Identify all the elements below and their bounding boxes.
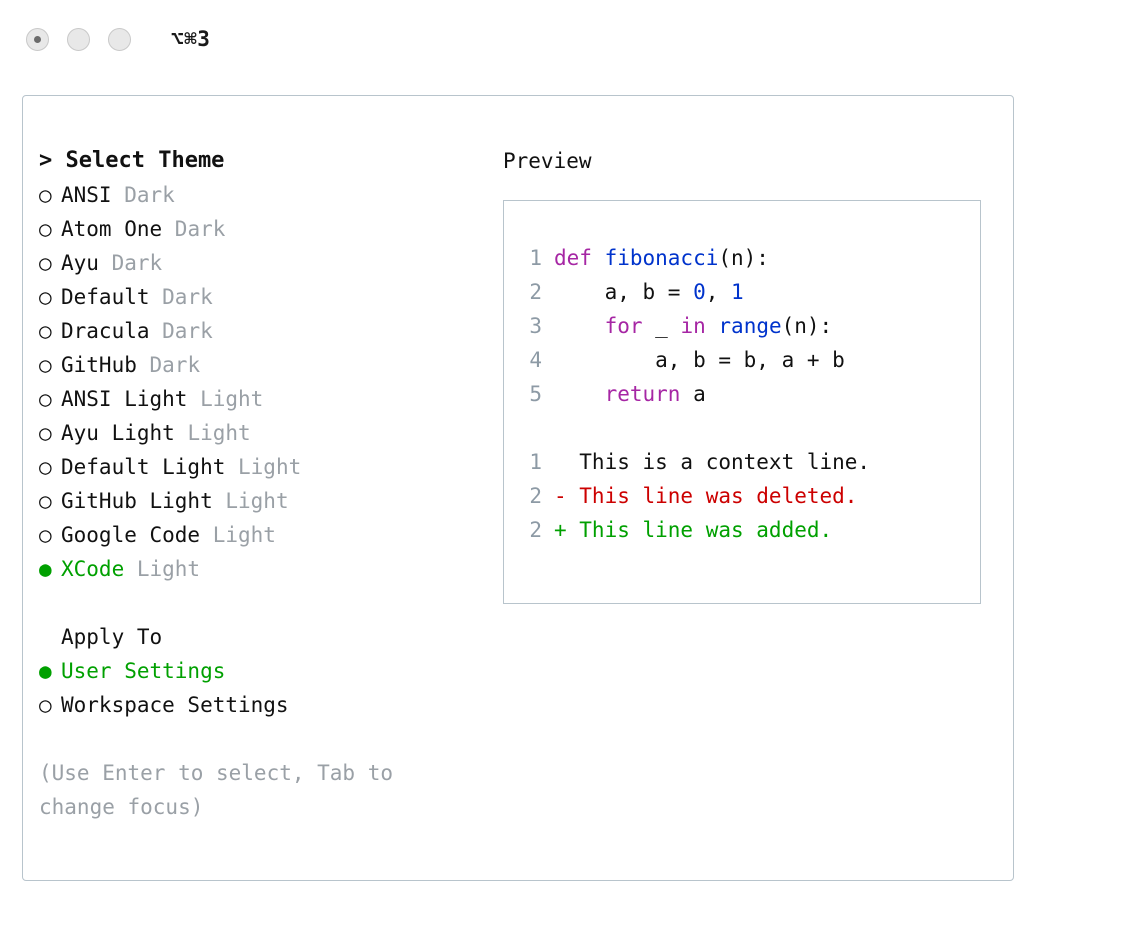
- apply-to-option-label: User Settings: [61, 659, 226, 683]
- theme-option-variant: Light: [187, 421, 251, 445]
- preview-box: [503, 200, 981, 604]
- code-token: a: [680, 382, 706, 406]
- apply-to-option-workspace-settings[interactable]: [39, 688, 485, 722]
- theme-option-label: Ayu: [61, 251, 112, 275]
- apply-to-title: Apply To: [61, 625, 163, 649]
- theme-option-github-light[interactable]: [39, 484, 485, 518]
- theme-option-default-light[interactable]: [39, 450, 485, 484]
- preview-code: [522, 241, 980, 411]
- theme-option-variant: Dark: [111, 251, 163, 275]
- theme-option-variant: Light: [136, 557, 201, 581]
- diff-text: - This line was deleted.: [554, 484, 858, 508]
- theme-option-google-code[interactable]: [39, 518, 485, 552]
- theme-option-default[interactable]: [39, 280, 485, 314]
- radio-unselected-icon: ○: [39, 319, 52, 343]
- traffic-light-minimize[interactable]: [67, 28, 90, 51]
- theme-option-label: ANSI Light: [61, 387, 201, 411]
- preview-diff: [522, 445, 980, 547]
- preview-code-line: [522, 343, 980, 377]
- apply-to-option-label: Workspace Settings: [61, 693, 289, 717]
- radio-unselected-icon: ○: [39, 251, 52, 275]
- radio-unselected-icon: ○: [39, 489, 52, 513]
- preview-column: [485, 144, 1013, 824]
- radio-unselected-icon: ○: [39, 455, 52, 479]
- radio-unselected-icon: ○: [39, 217, 52, 241]
- keyboard-hint: [39, 756, 485, 824]
- code-token: ,: [705, 280, 732, 304]
- line-number: 2: [529, 484, 542, 508]
- line-number: 4: [529, 348, 542, 372]
- theme-list-column: [23, 144, 485, 824]
- theme-option-label: Default: [61, 285, 163, 309]
- theme-list: [39, 178, 485, 586]
- preview-code-line: [522, 241, 980, 275]
- preview-spacer: [522, 411, 980, 445]
- radio-unselected-icon: ○: [39, 523, 52, 547]
- radio-selected-icon: ●: [39, 659, 52, 683]
- keyboard-hint-line2: change focus): [39, 795, 204, 819]
- theme-option-label: Default Light: [61, 455, 239, 479]
- radio-unselected-icon: ○: [39, 693, 52, 717]
- preview-label: Preview: [503, 149, 592, 173]
- code-token: in: [680, 314, 706, 338]
- spacer: [39, 586, 485, 620]
- code-token: _: [642, 314, 681, 338]
- line-number: 2: [529, 280, 542, 304]
- preview-code-line: [522, 377, 980, 411]
- code-token: [554, 382, 605, 406]
- theme-option-label: GitHub: [61, 353, 150, 377]
- theme-option-variant: Dark: [124, 183, 175, 207]
- line-number: 3: [529, 314, 542, 338]
- preview-code-line: [522, 309, 980, 343]
- diff-text: This is a context line.: [554, 450, 871, 474]
- code-token: 1: [731, 280, 744, 304]
- theme-option-github[interactable]: [39, 348, 485, 382]
- select-theme-prompt: > Select Theme: [39, 148, 225, 173]
- theme-option-label: XCode: [61, 557, 137, 581]
- code-token: 0: [693, 280, 706, 304]
- theme-option-label: ANSI: [61, 183, 125, 207]
- radio-unselected-icon: ○: [39, 183, 52, 207]
- main-panel: [22, 95, 1014, 881]
- theme-option-label: Google Code: [61, 523, 213, 547]
- theme-option-ansi-light[interactable]: [39, 382, 485, 416]
- radio-unselected-icon: ○: [39, 285, 52, 309]
- theme-option-label: Dracula: [61, 319, 163, 343]
- preview-diff-line: [522, 513, 980, 547]
- code-token: def: [554, 246, 605, 270]
- theme-option-label: Atom One: [61, 217, 175, 241]
- theme-option-variant: Light: [212, 523, 276, 547]
- code-token: a, b =: [554, 280, 694, 304]
- line-number: 2: [529, 518, 542, 542]
- preview-diff-line: [522, 479, 980, 513]
- traffic-light-maximize[interactable]: [108, 28, 131, 51]
- code-token: for: [604, 314, 643, 338]
- theme-option-variant: Light: [225, 489, 289, 513]
- theme-option-xcode[interactable]: [39, 552, 485, 586]
- code-token: [706, 314, 719, 338]
- theme-option-variant: Light: [200, 387, 264, 411]
- code-token: return: [604, 382, 681, 406]
- code-token: (n):: [718, 246, 769, 270]
- line-number: 1: [529, 450, 542, 474]
- radio-unselected-icon: ○: [39, 387, 52, 411]
- diff-text: + This line was added.: [554, 518, 833, 542]
- radio-unselected-icon: ○: [39, 421, 52, 445]
- keyboard-hint-line1: (Use Enter to select, Tab to: [39, 761, 394, 785]
- code-token: a, b = b, a + b: [554, 348, 845, 372]
- radio-unselected-icon: ○: [39, 353, 52, 377]
- title-bar: [0, 0, 1140, 78]
- code-token: fibonacci: [604, 246, 719, 270]
- theme-option-ayu[interactable]: [39, 246, 485, 280]
- apply-to-list: [39, 654, 485, 722]
- radio-selected-icon: ●: [39, 557, 52, 581]
- apply-to-option-user-settings[interactable]: [39, 654, 485, 688]
- theme-option-variant: Light: [238, 455, 302, 479]
- code-token: (n):: [781, 314, 833, 338]
- line-number: 5: [529, 382, 542, 406]
- theme-option-atom-one[interactable]: [39, 212, 485, 246]
- theme-option-label: GitHub Light: [61, 489, 226, 513]
- window-shortcut-label: ⌥⌘3: [171, 27, 211, 51]
- preview-diff-line: [522, 445, 980, 479]
- code-token: [554, 314, 605, 338]
- theme-option-variant: Dark: [162, 319, 213, 343]
- line-number: 1: [529, 246, 542, 270]
- theme-option-ayu-light[interactable]: [39, 416, 485, 450]
- theme-option-dracula[interactable]: [39, 314, 485, 348]
- theme-option-variant: Dark: [162, 285, 213, 309]
- theme-option-label: Ayu Light: [61, 421, 188, 445]
- theme-option-variant: Dark: [149, 353, 201, 377]
- preview-code-line: [522, 275, 980, 309]
- code-token: range: [718, 314, 782, 338]
- theme-option-variant: Dark: [174, 217, 226, 241]
- traffic-light-close[interactable]: [26, 28, 49, 51]
- theme-option-ansi[interactable]: [39, 178, 485, 212]
